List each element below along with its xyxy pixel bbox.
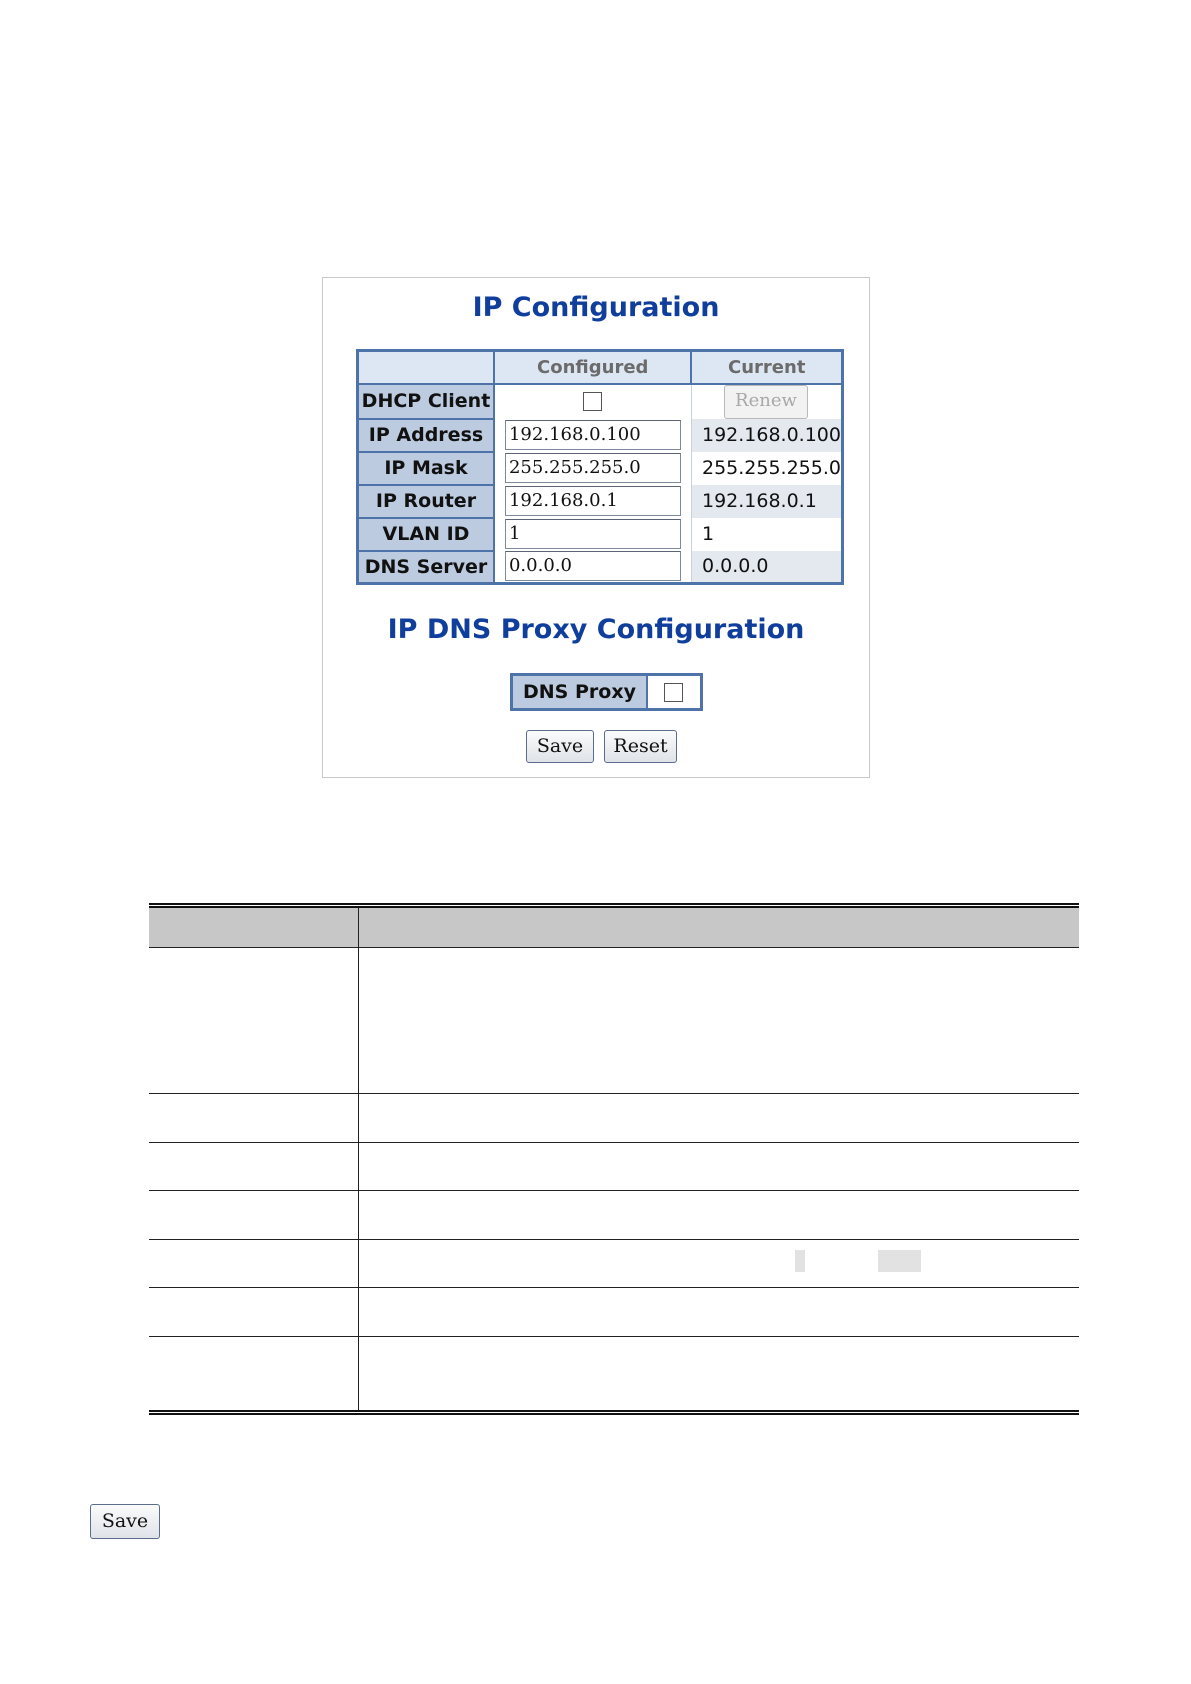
description-table [149, 903, 1079, 1415]
row-label-ip-mask: IP Mask [358, 452, 494, 485]
row-label-vlan-id: VLAN ID [358, 518, 494, 551]
column-header-configured: Configured [494, 351, 692, 384]
dns-server-input[interactable]: 0.0.0.0 [505, 551, 681, 581]
column-header-current: Current [691, 351, 842, 384]
vlan-id-current: 1 [691, 518, 842, 551]
dhcp-client-cell [494, 384, 692, 419]
ip-address-cell [494, 419, 692, 452]
reset-button[interactable]: Reset [604, 730, 677, 763]
table-row [149, 1143, 1079, 1191]
ip-mask-cell [494, 452, 692, 485]
row-label-dns-server: DNS Server [358, 551, 494, 584]
description-header-description [359, 908, 1079, 947]
ip-configuration-title: IP Configuration [472, 292, 720, 323]
table-row [149, 1240, 1079, 1288]
vlan-id-input[interactable]: 1 [505, 519, 681, 549]
dns-server-cell [494, 551, 692, 584]
dns-proxy-cell [647, 675, 702, 710]
ip-address-current: 192.168.0.100 [691, 419, 842, 452]
row-dns-server [358, 551, 843, 584]
row-vlan-id [358, 518, 843, 551]
row-dhcp-client [358, 384, 843, 419]
table-row [149, 1337, 1079, 1410]
header-corner [358, 351, 494, 384]
row-label-ip-address: IP Address [358, 419, 494, 452]
dhcp-client-current-cell [691, 384, 842, 419]
ip-mask-input[interactable]: 255.255.255.0 [505, 453, 681, 483]
dns-proxy-configuration-title: IP DNS Proxy Configuration [387, 614, 805, 645]
renew-button[interactable]: Renew [724, 385, 808, 419]
row-ip-mask [358, 452, 843, 485]
ip-mask-current: 255.255.255.0 [691, 452, 842, 485]
dns-server-current: 0.0.0.0 [691, 551, 842, 584]
highlight-mark [878, 1250, 921, 1272]
row-label-ip-router: IP Router [358, 485, 494, 518]
table-header-row [358, 351, 843, 384]
dhcp-client-checkbox[interactable] [583, 392, 602, 411]
description-header-row [149, 908, 1079, 948]
row-label-dhcp-client: DHCP Client [358, 384, 494, 419]
dns-proxy-checkbox[interactable] [664, 683, 683, 702]
dns-proxy-table [510, 673, 703, 711]
ip-router-current: 192.168.0.1 [691, 485, 842, 518]
table-row [149, 1288, 1079, 1337]
table-row [149, 948, 1079, 1094]
highlight-mark [795, 1250, 805, 1272]
ip-configuration-panel [322, 277, 870, 778]
ip-configuration-table [356, 349, 844, 585]
table-row [149, 1191, 1079, 1240]
ip-router-cell [494, 485, 692, 518]
save-button[interactable]: Save [526, 730, 594, 763]
row-ip-router [358, 485, 843, 518]
table-row [149, 1094, 1079, 1143]
dns-proxy-label: DNS Proxy [512, 675, 647, 710]
row-ip-address [358, 419, 843, 452]
description-header-object [149, 908, 359, 947]
ip-router-input[interactable]: 192.168.0.1 [505, 486, 681, 516]
standalone-save-button[interactable]: Save [90, 1504, 160, 1539]
ip-address-input[interactable]: 192.168.0.100 [505, 420, 681, 450]
vlan-id-cell [494, 518, 692, 551]
